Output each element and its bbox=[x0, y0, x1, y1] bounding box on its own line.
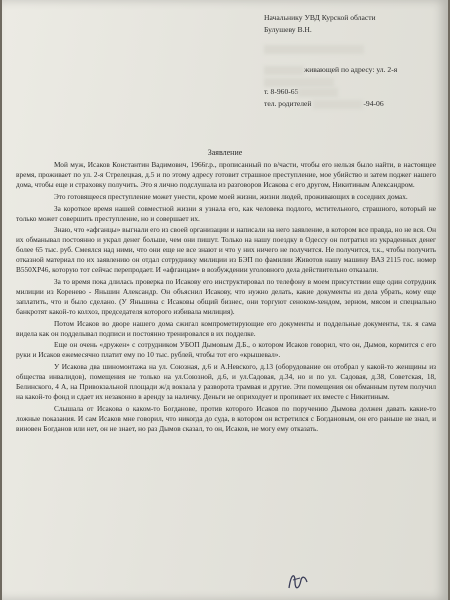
sender-name-redacted bbox=[264, 43, 364, 55]
paragraph: У Исакова два шиномонтажа на ул. Союзная, д.6 и А.Невского, д.13 (оборудование он отобрал у какой-то женщины из общества инвалидов), помещения не только на ул.Союзной, д.6, и ул.Садовая, д.34, но и по ул. Садовая, д.38, Советская, 18, Белинского, 4 А, на Привокзальной площади ж/д вокзала у разворота трамвая и другие. Эти помещения он обманным путем получил на какой-то фонд и сдает их незаконно в аренду за наличку. Деньги не оприходует и пропивает их вместе с Никитиным. bbox=[16, 362, 436, 401]
redaction-mark bbox=[264, 66, 304, 75]
paragraph: За то время пока длилась проверка по Исакову его инструктировал по телефону в моем присутствии еще один сотрудник милиции из Коренево - Яньшин Александр. Он объяснил Исакову, что нужно делать, какие документы из дела убрать, кому еще заплатить, что и было сделано. (У Яньшина с Исаковы общий бизнес, они торгуют сеноком-хендом, зерном, мясом и специально банкротят какой-то колхоз, председателя которого избивала милиция). bbox=[16, 276, 436, 316]
redaction-mark bbox=[298, 88, 338, 97]
parents-phone bbox=[264, 98, 384, 110]
letter-body bbox=[16, 160, 436, 436]
sender-address-line bbox=[264, 64, 397, 76]
recipient-name: Булушеву В.Н. bbox=[264, 25, 312, 34]
paragraph: Еще он очень «дружен» с сотрудником УБОП Дымовым Д.Б., о котором Исаков говорил, что он, Дымов, кормится с его руки и Исаков ежемесячно платит ему по 10 тыс. рублей, чтобы тот его «крышевал». bbox=[16, 340, 436, 360]
sender-address-text: живающей по адресу: ул. 2-я bbox=[304, 65, 398, 74]
parents-phone-end: -94-06 bbox=[363, 99, 384, 108]
handwritten-signature bbox=[285, 568, 311, 594]
paragraph: Слышала от Исакова о каком-то Богданове, против которого Исаков по поручению Дымова должен давать какие-то ложные показания. И сам Исаков мне говорил, что никогда до суда, в котором он встретился с Богдановым, он его раньше не знал, и виновен Богданов или нет, он не знает, но раз Дымов сказал, то он, Исаков, не могу ему отказать. bbox=[16, 403, 436, 433]
phone-text: т. 8-960-65 bbox=[264, 87, 299, 96]
paragraph: Знаю, что «афганцы» выгнали его из своей организации и написали на него заявление, в котором все правда, но не вся. Он их обманывал постоянно и украл денег больше, чем они пишут. Только на нашу поездку в Одессу он потратил из украденных денег более 65 тыс. руб. Смеялся над ними, что они еще не все знают и что у них ничего не получится. Не получится, т.к., чтобы получить отказной материал по их заявлению он отдал сотруднику милиции из БЭП по фамилии Животов нашу машину ВАЗ 2115 гос. номер В550ХР46, которую тот сейчас перепродает. И «афганцам» в возбуждении уголовного дела действительно отказали. bbox=[16, 225, 436, 275]
redaction-mark bbox=[264, 45, 364, 54]
redaction-mark bbox=[313, 100, 363, 109]
paragraph: Мой муж, Исаков Константин Вадимович, 1966г.р., прописанный по в/части, чтобы его нельзя было найти, в настоящее время, проживает по ул. 2-я Стрелецкая, д.5 и по этому адресу готовит страшное преступление, мое убийство и затем поджег нашего дома, чтобы еще и страховку получить. Это я лично подслушала из разговоров Исакова с его другом, Никитиным Александром. bbox=[16, 160, 436, 189]
parents-phone-label: тел. родителей bbox=[264, 99, 312, 108]
letter-page bbox=[2, 0, 448, 600]
paragraph: Это готовящееся преступление может унести, кроме моей жизни, жизни людей, проживающих в соседних домах. bbox=[54, 191, 408, 201]
paragraph: Потом Исаков во дворе нашего дома сжигал компрометирующие его документы и поддельные документы, т.к. я сама видела как он подделывал подписи и постоянно тренировался в их подделке. bbox=[16, 318, 436, 338]
paragraph: За короткое время нашей совместной жизни я узнала его, как человека подлого, мстительного, страшного, который не только может совершить преступление, но и совершает их. bbox=[16, 203, 436, 223]
recipient-title: Начальнику УВД Курской области bbox=[264, 13, 376, 22]
document-title: Заявление bbox=[207, 148, 243, 157]
sender-phone bbox=[264, 86, 338, 98]
